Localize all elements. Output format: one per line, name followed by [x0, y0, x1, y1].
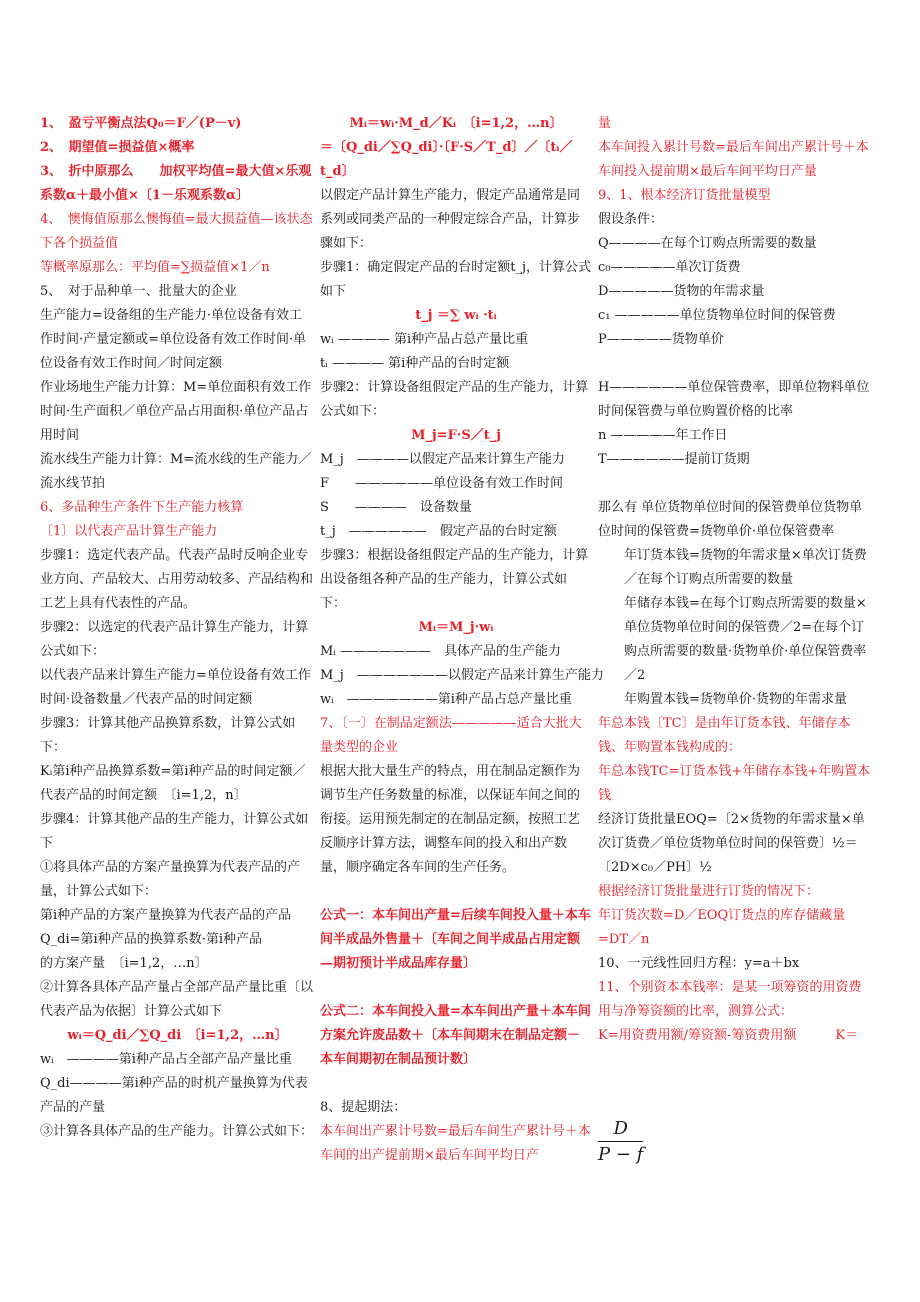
text-line: 根据经济订货批量进行订货的情况下： — [598, 884, 820, 899]
text-line: Mᵢ ——————— 具体产品的生产能力 — [320, 644, 562, 659]
text-line: 本车间出产累计号数=最后车间生产累计号＋本车间的出产提前期×最后车间平均日产 — [320, 1124, 591, 1163]
text-line: wᵢ ———— 第i种产品占总产量比重 — [320, 332, 529, 347]
text-line: 7、〔一〕在制品定额法—————适合大批大量类型的企业 — [320, 716, 582, 755]
column-middle — [320, 112, 604, 1168]
text-line: 年总本钱TC=订货本钱+年储存本钱+年购置本钱 — [598, 764, 871, 803]
spacer — [320, 976, 592, 1000]
text-line: 步骤4：计算其他产品的生产能力，计算公式如下 — [40, 812, 309, 851]
text-line: 9、1、根本经济订货批量模型 — [598, 188, 771, 203]
text-line: K=用资费用额/筹资额-筹资费用额 K＝ — [598, 1028, 859, 1043]
text-line: wᵢ ———————第i种产品占总产量比重 — [320, 692, 572, 707]
text-line: 5、 对于品种单一、批量大的企业 — [40, 284, 237, 299]
text-line: 那么有 单位货物单位时间的保管费单位货物单位时间的保管费=货物单价·单位保管费率 — [598, 500, 863, 539]
text-line: 11、个别资本本钱率：是某一项筹资的用资费用与净筹资额的比率，测算公式： — [598, 980, 862, 1019]
text-line: 1、 盈亏平衡点法Q₀＝F／(P－v) — [40, 116, 242, 131]
text-line: 假设条件： — [598, 212, 664, 227]
text-line: 步骤3：根据设备组假定产品的生产能力，计算出设备组各种产品的生产能力，计算公式如下： — [320, 548, 589, 611]
text-line: T——————提前订货期 — [598, 452, 750, 467]
text-line: wᵢ＝Q_di／∑Q_di 〔i=1,2，…n〕 — [67, 1028, 288, 1043]
text-line: 3、 折中原那么 加权平均值=最大值×乐观系数α＋最小值×〔1－乐观系数α〕 — [40, 164, 312, 203]
text-line: ①将具体产品的方案产量换算为代表产品的产量，计算公式如下： — [40, 860, 301, 899]
text-line: ②计算各具体产品产量占全部产品产量比重〔以代表产品为依据〕计算公式如下 — [40, 980, 314, 1019]
text-line: 步骤2：计算设备组假定产品的生产能力，计算公式如下： — [320, 380, 589, 419]
text-line: Kᵢ第i种产品换算系数=第i种产品的时间定额／ 代表产品的时间定额 〔i=1,2，n〕 — [40, 764, 319, 803]
text-line: t_j —————— 假定产品的台时定额 — [320, 524, 557, 539]
text-line: 年总本钱〔TC〕是由年订货本钱、年储存本钱、年购置本钱构成的： — [598, 716, 851, 755]
text-line: c₀—————单次订货费 — [598, 260, 741, 275]
text-line: 8、提起期法： — [320, 1100, 407, 1115]
formula-fraction — [598, 1110, 643, 1165]
text-line: F ——————单位设备有效工作时间 — [320, 476, 564, 491]
text-line: 公式二：本车间投入量=本车间出产量＋本车间方案允许废品数＋〔本车间期末在制品定额－本车间期初在制品预计数〕 — [320, 1004, 591, 1067]
text-line: 以代表产品来计算生产能力=单位设备有效工作时间·设备数量／代表产品的时间定额 — [40, 668, 311, 707]
text-line: 步骤1：确定假定产品的台时定额t_j，计算公式如下 — [320, 260, 592, 299]
text-line: 步骤3：计算其他产品换算系数，计算公式如下： — [40, 716, 296, 755]
fraction-numerator: D — [598, 1118, 643, 1142]
text-line: 年订货本钱=货物的年需求量×单次订货费／在每个订购点所需要的数量 — [624, 548, 867, 587]
text-line: 步骤1：选定代表产品。代表产品时反响企业专业方向、产品较大、占用劳动较多、产品结构和工艺上具有代表性的产品。 — [40, 548, 314, 611]
column-left — [40, 112, 319, 1144]
text-line: S ———— 设备数量 — [320, 500, 472, 515]
text-line: 4、 懊悔值原那么懊悔值=最大损益值—该状态下各个损益值 — [40, 212, 313, 251]
text-line: H——————单位保管费率，即单位物料单位时间保管费与单位购置价格的比率 — [598, 380, 870, 419]
text-line: 本车间投入累计号数=最后车间出产累计号＋本车间投入提前期×最后车间平均日产量 — [598, 140, 869, 179]
text-line: 等概率原那么：平均值=∑损益值×1／n — [40, 260, 270, 275]
spacer — [320, 1072, 592, 1096]
text-line: P—————货物单价 — [598, 332, 724, 347]
text-line: 年订货次数=D／EOQ订货点的库存储藏量=DT／n — [598, 908, 846, 947]
text-line: Mᵢ＝M_j·wᵢ — [418, 620, 494, 635]
text-line: Q————在每个订购点所需要的数量 — [598, 236, 817, 251]
text-line: ③计算各具体产品的生产能力。计算公式如下： — [40, 1124, 314, 1139]
text-line: 生产能力=设备组的生产能力·单位设备有效工作时间·产量定额或=单位设备有效工作时间·单位设备有效工作时间／时间定额 — [40, 308, 307, 371]
text-line: t_j ＝∑ wᵢ ·tᵢ — [415, 308, 497, 323]
text-line: 根据大批大量生产的特点，用在制品定额作为调节生产任务数量的标准，以保证车间之间的衔接。运用预先制定的在制品定额，按照工艺反顺序计算方法，调整车间的投入和出产数量，顺序确定各车间的生产任务。 — [320, 764, 581, 875]
text-line: M_j ———————以假定产品来计算生产能力 — [320, 668, 604, 683]
text-line: Q_di————第i种产品的时机产量换算为代表产品的产量 — [40, 1076, 308, 1115]
text-line: 2、 期望值=损益值×概率 — [40, 140, 195, 155]
text-line: 量 — [598, 116, 612, 131]
spacer — [598, 352, 874, 376]
text-line: 以假定产品计算生产能力，假定产品通常是同系列或同类产品的一种假定综合产品，计算步骤如下： — [320, 188, 581, 251]
text-line: M_j ————以假定产品来计算生产能力 — [320, 452, 565, 467]
text-line: 流水线生产能力计算：M=流水线的生产能力／流水线节拍 — [40, 452, 312, 491]
spacer — [598, 472, 874, 496]
text-line: Mᵢ＝wᵢ·M_d／Kᵢ 〔i=1,2，…n〕 — [349, 116, 563, 131]
column-right — [598, 112, 874, 1048]
text-line: 〔1〕以代表产品计算生产能力 — [40, 524, 218, 539]
text-line: ＝〔Q_di／∑Q_di〕·〔F·S／T_d〕／〔tᵢ／t_d〕 — [320, 140, 573, 179]
text-line: 公式一：本车间出产量=后续车间投入量＋本车间半成品外售量＋〔车间之间半成品占用定额—期初预计半成品库存量〕 — [320, 908, 591, 971]
fraction-denominator: P − f — [598, 1144, 644, 1165]
text-line: 经济订货批量EOQ=〔2×货物的年需求量×单次订货费／单位货物单位时间的保管费〕½＝〔2D×c₀／PH〕½ — [598, 812, 865, 875]
text-line: M_j=F·S／t_j — [411, 428, 501, 443]
text-line: 10、一元线性回归方程：y=a＋bx — [598, 956, 800, 971]
text-line: 步骤2：以选定的代表产品计算生产能力，计算公式如下： — [40, 620, 309, 659]
text-line: 年储存本钱=在每个订购点所需要的数量×单位货物单位时间的保管费／2=在每个订购点所需要的数量·货物单价·单位保管费率／2 — [624, 596, 867, 683]
spacer — [320, 880, 592, 904]
text-line: wᵢ ————第i种产品占全部产品产量比重 — [40, 1052, 292, 1067]
text-line: D—————货物的年需求量 — [598, 284, 765, 299]
text-line: 6、多品种生产条件下生产能力核算 — [40, 500, 244, 515]
text-line: n —————年工作日 — [598, 428, 728, 443]
text-line: 作业场地生产能力计算：M=单位面积有效工作时间·生产面积／单位产品占用面积·单位产品占用时间 — [40, 380, 312, 443]
text-line: c₁ —————单位货物单位时间的保管费 — [598, 308, 836, 323]
text-line: 年购置本钱=货物单价·货物的年需求量 — [624, 692, 848, 707]
text-line: tᵢ ———— 第i种产品的台时定额 — [320, 356, 510, 371]
text-line: 第i种产品的方案产量换算为代表产品的产品Q_di=第i种产品的换算系数·第i种产品 的方案产量 〔i=1,2，…n〕 — [40, 908, 314, 971]
